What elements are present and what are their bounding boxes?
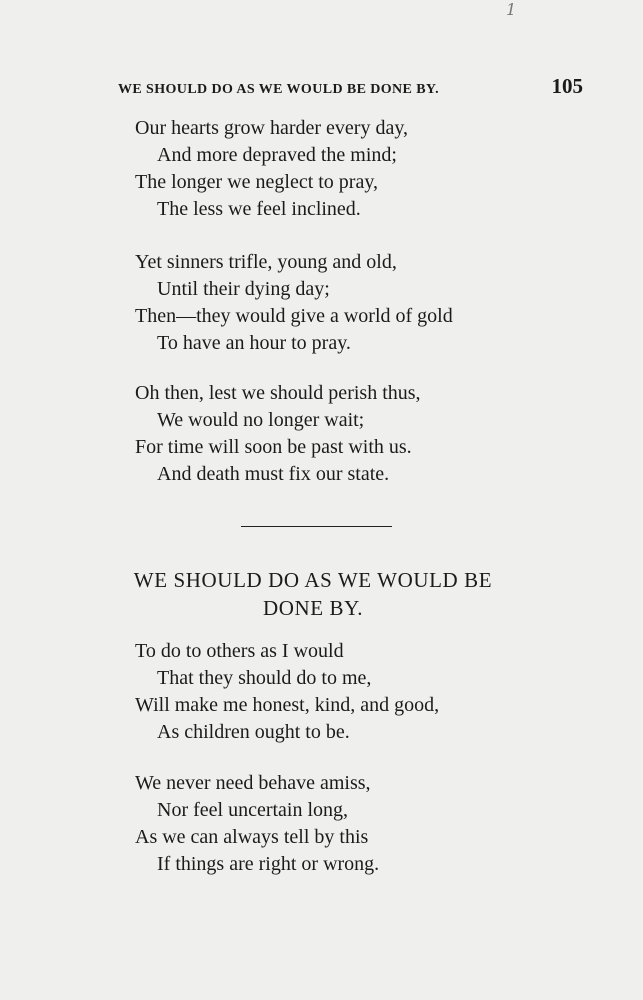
verse-line: We would no longer wait; bbox=[157, 409, 365, 431]
verse-line: For time will soon be past with us. bbox=[135, 436, 412, 458]
verse-line: To have an hour to pray. bbox=[157, 332, 351, 354]
verse-line: To do to others as I would bbox=[135, 640, 344, 662]
verse-line: Yet sinners trifle, young and old, bbox=[135, 251, 397, 273]
verse-line: We never need behave amiss, bbox=[135, 772, 371, 794]
stanza-1 bbox=[0, 115, 643, 223]
poem-title-line-1: WE SHOULD DO AS WE WOULD BE bbox=[133, 568, 493, 592]
verse-line: If things are right or wrong. bbox=[157, 853, 380, 875]
verse-line: Oh then, lest we should perish thus, bbox=[135, 382, 421, 404]
stanza-5 bbox=[0, 770, 643, 878]
running-header bbox=[118, 74, 583, 99]
verse-line: That they should do to me, bbox=[157, 667, 372, 689]
verse-line: And more depraved the mind; bbox=[157, 144, 397, 166]
stanza-2 bbox=[0, 249, 643, 357]
poem-title-line-2: DONE BY. bbox=[262, 596, 364, 620]
verse-line: The longer we neglect to pray, bbox=[135, 171, 379, 193]
verse-line: And death must fix our state. bbox=[157, 463, 390, 485]
verse-line: Will make me honest, kind, and good, bbox=[135, 694, 440, 716]
verse-line: Then—they would give a world of gold bbox=[135, 305, 453, 327]
verse-line: Our hearts grow harder every day, bbox=[135, 117, 409, 139]
section-divider bbox=[241, 526, 392, 527]
verse-line: Until their dying day; bbox=[157, 278, 330, 300]
verse-line: Nor feel uncertain long, bbox=[157, 799, 349, 821]
verse-line: As children ought to be. bbox=[157, 721, 350, 743]
stanza-4 bbox=[0, 638, 643, 746]
verse-line: The less we feel inclined. bbox=[157, 198, 361, 220]
pencil-mark: 1 bbox=[506, 0, 517, 19]
stanza-3 bbox=[0, 380, 643, 488]
verse-line: As we can always tell by this bbox=[135, 826, 369, 848]
running-title: WE SHOULD DO AS WE WOULD BE DONE BY. bbox=[118, 82, 440, 97]
page-number: 105 bbox=[551, 74, 583, 98]
